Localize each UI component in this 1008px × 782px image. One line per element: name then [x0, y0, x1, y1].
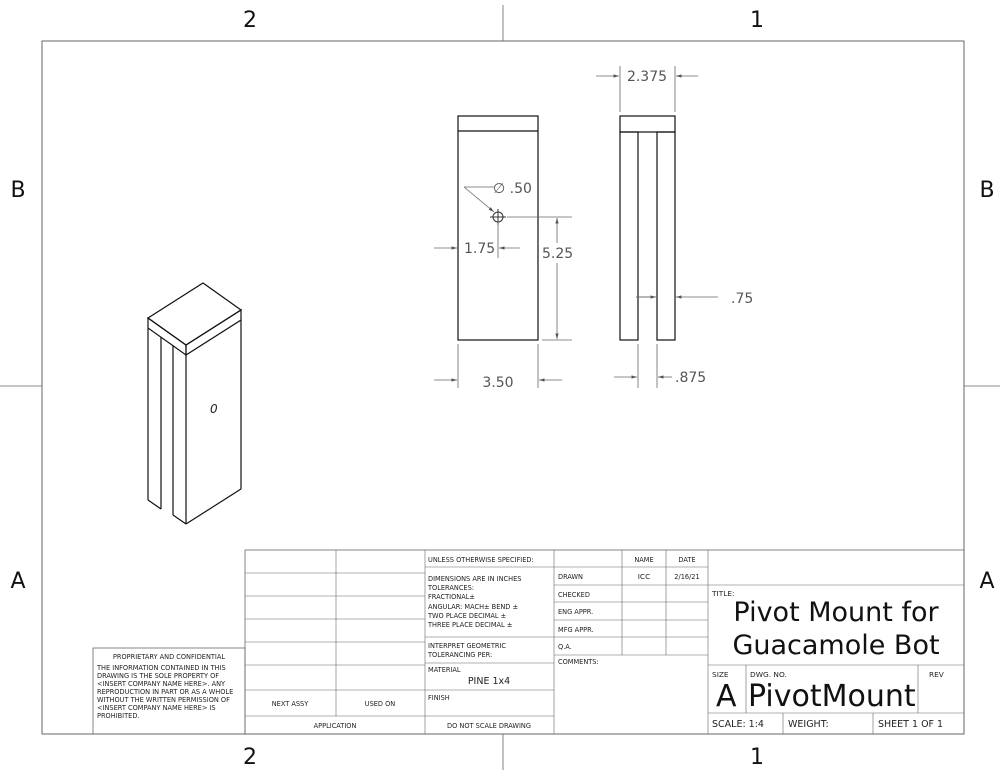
tolerance-line: THREE PLACE DECIMAL ±	[428, 621, 513, 629]
approval-label: CHECKED	[558, 591, 590, 599]
dwg-no-value: PivotMount	[748, 679, 916, 714]
zone-bottom-2: 2	[243, 745, 257, 770]
drawing-title-line1: Pivot Mount for	[733, 597, 939, 628]
dim-width-side: 2.375	[626, 69, 668, 85]
col-date-header: DATE	[678, 556, 696, 564]
side-view	[620, 116, 675, 340]
proprietary-line: REPRODUCTION IN PART OR AS A WHOLE	[97, 688, 234, 696]
isometric-view	[148, 283, 241, 524]
iso-hole-label: 0	[210, 402, 218, 416]
comments-label: COMMENTS:	[558, 658, 599, 666]
zone-top-1: 1	[750, 8, 764, 33]
zone-top-2: 2	[243, 8, 257, 33]
proprietary-line: <INSERT COMPANY NAME HERE>. ANY	[97, 680, 226, 688]
do-not-scale: DO NOT SCALE DRAWING	[447, 722, 531, 730]
sheet-value: SHEET 1 OF 1	[878, 719, 944, 730]
weight-label: WEIGHT:	[788, 719, 829, 730]
zone-left-a: A	[10, 569, 26, 594]
dim-hole-diameter: ∅ .50	[493, 181, 532, 197]
proprietary-heading: PROPRIETARY AND CONFIDENTIAL	[112, 653, 226, 661]
material-value: PINE 1x4	[467, 676, 511, 687]
drawing-title-line2: Guacamole Bot	[732, 630, 940, 661]
interpret-line: TOLERANCING PER:	[428, 651, 493, 659]
dim-slot-width: .75	[731, 291, 754, 307]
finish-label: FINISH	[428, 694, 450, 702]
tolerance-line: FRACTIONAL±	[428, 593, 475, 601]
tolerance-line: TOLERANCES:	[428, 584, 474, 592]
dwg-no-label: DWG. NO.	[750, 670, 787, 679]
material-label: MATERIAL	[428, 666, 461, 674]
next-assy-label: NEXT ASSY	[271, 700, 309, 708]
approval-label: DRAWN	[558, 573, 583, 581]
proprietary-line: DRAWING IS THE SOLE PROPERTY OF	[97, 672, 220, 680]
tolerance-line: ANGULAR: MACH± BEND ±	[428, 603, 518, 611]
zone-bottom-1: 1	[750, 745, 764, 770]
proprietary-line: <INSERT COMPANY NAME HERE> IS	[97, 704, 216, 712]
tolerance-line: TWO PLACE DECIMAL ±	[428, 612, 507, 620]
proprietary-line: THE INFORMATION CONTAINED IN THIS	[97, 664, 226, 672]
approval-date: 2/16/21	[674, 573, 700, 581]
proprietary-line: WITHOUT THE WRITTEN PERMISSION OF	[97, 696, 230, 704]
approval-name: ICC	[637, 572, 651, 581]
application-label: APPLICATION	[313, 722, 357, 730]
dim-hole-y: 5.25	[542, 246, 574, 262]
dim-hole-x: 1.75	[464, 241, 496, 257]
approval-label: Q.A.	[558, 643, 572, 651]
approval-label: ENG APPR.	[558, 608, 594, 616]
tolerance-line: DIMENSIONS ARE IN INCHES	[428, 575, 522, 583]
zone-right-a: A	[979, 569, 995, 594]
size-label: SIZE	[712, 670, 729, 679]
approval-label: MFG APPR.	[558, 626, 594, 634]
title-label: TITLE:	[712, 589, 735, 598]
proprietary-line: PROHIBITED.	[97, 712, 140, 720]
dim-front-width: 3.50	[482, 375, 514, 391]
interpret-line: INTERPRET GEOMETRIC	[428, 642, 506, 650]
unless-specified: UNLESS OTHERWISE SPECIFIED:	[428, 556, 534, 564]
size-value: A	[716, 679, 737, 714]
dim-leg-width: .875	[675, 370, 707, 386]
zone-left-b: B	[10, 178, 26, 203]
col-name-header: NAME	[634, 556, 654, 564]
used-on-label: USED ON	[364, 700, 396, 708]
zone-right-b: B	[979, 178, 995, 203]
scale-value: SCALE: 1:4	[712, 719, 764, 730]
rev-label: REV	[929, 670, 944, 679]
